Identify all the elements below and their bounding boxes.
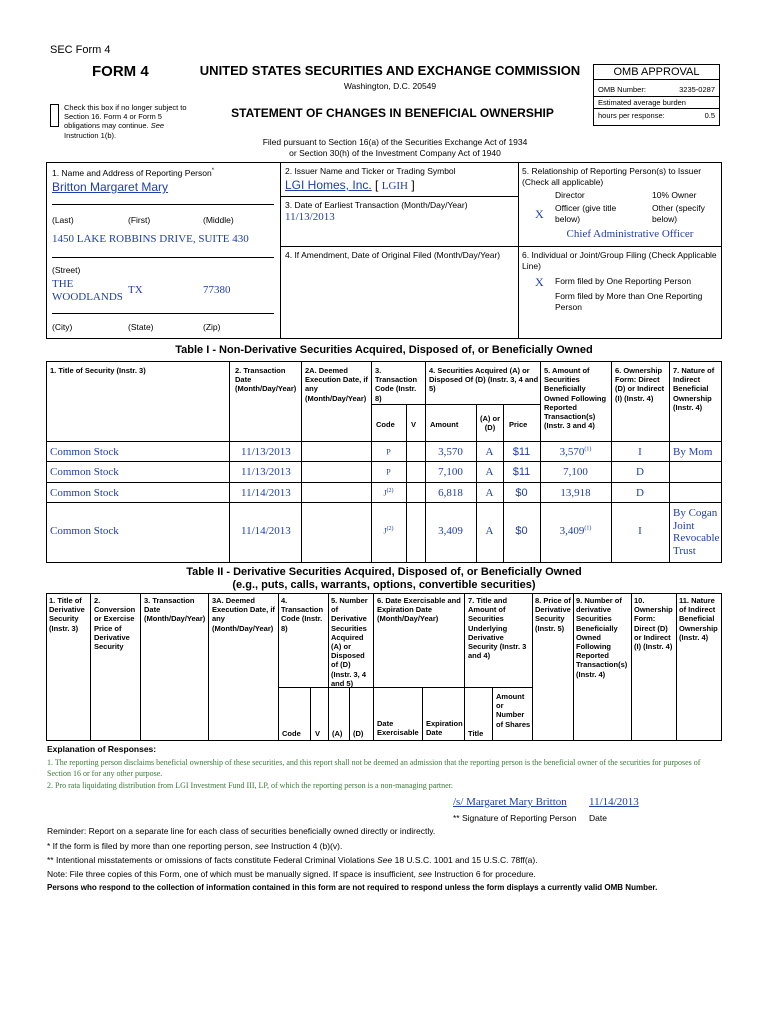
zip-label: (Zip) xyxy=(203,322,221,332)
amount: 7,100 xyxy=(438,466,463,478)
t1-h7: 7. Nature of Indirect Beneficial Ownership (Instr. 4) xyxy=(673,366,715,412)
issuer-name[interactable]: LGI Homes, Inc. xyxy=(285,178,372,192)
t2-h7: 7. Title and Amount of Securities Underlying Derivative Security (Instr. 3 and 4) xyxy=(468,596,527,661)
t2-sub-amount: Amount or Number of Shares xyxy=(496,692,531,729)
t2-h5: 5. Number of Derivative Securities Acquired (A) or Disposed of (D) (Instr. 3, 4 and 5) xyxy=(331,596,368,688)
price: $11 xyxy=(512,466,531,478)
t2-sub-v: V xyxy=(315,729,321,738)
box5-label: 5. Relationship of Reporting Person(s) to Issuer (Check all applicable) xyxy=(522,166,702,187)
box4-label: 4. If Amendment, Date of Original Filed (Month/Day/Year) xyxy=(285,250,501,260)
sec-form-label: SEC Form 4 xyxy=(50,44,111,56)
price: $11 xyxy=(512,446,531,458)
t1-h2a: 2A. Deemed Execution Date, if any (Month/Day/Year) xyxy=(305,366,368,403)
security-title: Common Stock xyxy=(50,466,119,478)
t2-h3a: 3A. Deemed Execution Date, if any (Month/Day/Year) xyxy=(212,596,275,633)
acquired-disposed: A xyxy=(485,446,494,458)
t2-h1: 1. Title of Derivative Security (Instr. 3) xyxy=(49,596,85,633)
officer-checkmark: X xyxy=(535,207,544,221)
omb-hours-label: hours per response: xyxy=(598,111,665,120)
explanation-heading: Explanation of Responses: xyxy=(47,744,157,754)
filed-line-1: Filed pursuant to Section 16(a) of the Securities Exchange Act of 1934 xyxy=(262,137,528,147)
ownership-form: D xyxy=(636,487,644,499)
omb-notice: Persons who respond to the collection of information contained in this form are not required to respond unless the form displays a currently valid OMB Number. xyxy=(47,883,658,892)
filed-pursuant xyxy=(220,137,570,159)
omb-number-value: 3235-0287 xyxy=(679,85,715,94)
price: $0 xyxy=(515,487,528,499)
amount-owned: 3,409$^{(1)}$ xyxy=(559,525,592,537)
t2-h8: 8. Price of Derivative Security (Instr. 5) xyxy=(535,596,571,633)
director-label: Director xyxy=(555,190,585,200)
ownership-form: I xyxy=(638,525,642,537)
no-longer-subject-checkbox[interactable] xyxy=(50,104,59,127)
reporting-person-name[interactable]: Britton Margaret Mary xyxy=(52,180,169,194)
one-person-checkmark: X xyxy=(535,275,544,289)
ten-percent-owner-label: 10% Owner xyxy=(652,190,697,200)
t2-sub-d: (D) xyxy=(353,729,364,738)
table2-title-line2: (e.g., puts, calls, warrants, options, convertible securities) xyxy=(232,579,536,591)
t2-sub-title: Title xyxy=(468,729,484,738)
security-title: Common Stock xyxy=(50,446,119,458)
t1-h6: 6. Ownership Form: Direct (D) or Indirect (I) (Instr. 4) xyxy=(615,366,665,403)
box3-label: 3. Date of Earliest Transaction (Month/Day/Year) xyxy=(285,200,468,210)
t1-sub-amount: Amount xyxy=(430,420,459,429)
t1-h5: 5. Amount of Securities Beneficially Owned Following Reported Transaction(s) (Instr. 3 and 4) xyxy=(544,366,607,431)
amount-owned: 7,100 xyxy=(563,466,588,478)
ownership-form: I xyxy=(638,446,642,458)
security-title: Common Stock xyxy=(50,525,119,537)
commission-location: Washington, D.C. 20549 xyxy=(343,81,437,91)
box6-label: 6. Individual or Joint/Group Filing (Check Applicable Line) xyxy=(522,250,717,271)
amount-owned: 13,918 xyxy=(560,487,591,499)
city-line-1: THE xyxy=(52,278,74,290)
multiple-filer-note: * If the form is filed by more than one reporting person, see Instruction 4 (b)(v). xyxy=(47,841,343,851)
street-label: (Street) xyxy=(52,265,81,275)
table2-title xyxy=(46,566,722,592)
transaction-code: P xyxy=(386,467,391,477)
t2-h4: 4. Transaction Code (Instr. 8) xyxy=(281,596,324,633)
officer-label: Officer (give title below) xyxy=(555,203,617,224)
omb-burden-label: Estimated average burden xyxy=(598,98,686,107)
t2-h11: 11. Nature of Indirect Beneficial Ownership (Instr. 4) xyxy=(679,596,718,642)
t2-sub-code: Code xyxy=(282,729,301,738)
t2-h6: 6. Date Exercisable and Expiration Date (Month/Day/Year) xyxy=(377,596,461,624)
ticker-symbol: LGIH xyxy=(381,180,409,192)
city xyxy=(52,278,123,304)
t1-sub-price: Price xyxy=(509,420,528,429)
signature-name: /s/ Margaret Mary Britton xyxy=(453,796,567,808)
table2-title-line1: Table II - Derivative Securities Acquired, Disposed of, or Beneficially Owned xyxy=(186,566,582,578)
last-label: (Last) xyxy=(52,215,74,225)
omb-number-label: OMB Number: xyxy=(598,85,646,94)
other-label: Other (specify below) xyxy=(652,203,705,224)
footnote-1: 1. The reporting person disclaims beneficial ownership of these securities, and this report shall not be deemed an admission that the reporting person is the beneficial owner of the securities for purposes of Section 16 or for any other purpose. xyxy=(47,758,701,778)
t1-sub-aord: (A) or (D) xyxy=(480,414,500,433)
transaction-date: 11/13/2013 xyxy=(241,466,291,478)
amount: 6,818 xyxy=(438,487,463,499)
one-person-label: Form filed by One Reporting Person xyxy=(555,276,692,286)
form-title: FORM 4 xyxy=(92,63,149,80)
t2-h3: 3. Transaction Date (Month/Day/Year) xyxy=(144,596,206,624)
city-line-2: WOODLANDS xyxy=(52,291,123,303)
omb-title: OMB APPROVAL xyxy=(593,64,720,80)
transaction-code: P xyxy=(386,447,391,457)
box1-label: 1. Name and Address of Reporting Person* xyxy=(52,167,215,178)
more-person-label: Form filed by More than One Reporting Person xyxy=(555,291,703,312)
security-title: Common Stock xyxy=(50,487,119,499)
criminal-violations-note: ** Intentional misstatements or omissions of facts constitute Federal Criminal Violations See 18 U.S.C. 1001 and 15 U.S.C. 78ff(a). xyxy=(47,855,538,865)
amount: 3,409 xyxy=(438,525,463,537)
t2-h2: 2. Conversion or Exercise Price of Derivative Security xyxy=(94,596,136,652)
zip: 77380 xyxy=(203,284,231,296)
t1-sub-v: V xyxy=(411,420,417,429)
table1-title: Table I - Non-Derivative Securities Acquired, Disposed of, or Beneficially Owned xyxy=(175,344,593,356)
box2-label: 2. Issuer Name and Ticker or Trading Symbol xyxy=(285,166,456,176)
transaction-code: $J^{(2)}$ xyxy=(383,488,394,498)
amount-owned: 3,570$^{(1)}$ xyxy=(559,446,592,458)
statement-title: STATEMENT OF CHANGES IN BENEFICIAL OWNERSHIP xyxy=(231,106,554,120)
t2-h10: 10. Ownership Form: Direct (D) or Indirect (I) (Instr. 4) xyxy=(634,596,673,652)
transaction-code: $J^{(2)}$ xyxy=(383,526,394,536)
t1-h3: 3. Transaction Code (Instr. 8) xyxy=(375,366,418,403)
commission-title: UNITED STATES SECURITIES AND EXCHANGE COMMISSION xyxy=(199,63,581,78)
earliest-transaction-date: 11/13/2013 xyxy=(285,211,335,223)
file-copies-note: Note: File three copies of this Form, one of which must be manually signed. If space is insufficient, see Instruction 6 for procedure. xyxy=(47,869,536,879)
signature-date: 11/14/2013 xyxy=(589,796,639,808)
checkbox-instructions: Check this box if no longer subject to Section 16. Form 4 or Form 5 obligations may continue. See Instruction 1(b). xyxy=(64,103,187,140)
ownership-form: D xyxy=(636,466,644,478)
issuer-name-ticker: LGI Homes, Inc. [ LGIH ] xyxy=(285,178,415,192)
middle-label: (Middle) xyxy=(203,215,234,225)
nature-of-ownership: By Mom xyxy=(673,446,713,458)
city-label: (City) xyxy=(52,322,73,332)
t1-h2: 2. Transaction Date (Month/Day/Year) xyxy=(235,366,297,394)
price: $0 xyxy=(515,525,528,537)
reminder-line: Reminder: Report on a separate line for each class of securities beneficially owned directly or indirectly. xyxy=(47,826,436,836)
acquired-disposed: A xyxy=(485,525,494,537)
t2-sub-expiration: Expiration Date xyxy=(426,719,463,738)
t2-h9: 9. Number of derivative Securities Beneficially Owned Following Reported Transaction(s) (Instr. 4) xyxy=(576,596,628,679)
signature-label: ** Signature of Reporting Person xyxy=(453,813,577,823)
first-label: (First) xyxy=(128,215,151,225)
date-label: Date xyxy=(589,813,607,823)
t2-sub-date-exercisable: Date Exercisable xyxy=(377,719,419,738)
transaction-date: 11/14/2013 xyxy=(241,487,291,499)
omb-hours-value: 0.5 xyxy=(704,111,715,120)
footnote-2: 2. Pro rata liquidating distribution from LGI Investment Fund III, LP, of which the reporting person is a non-managing partner. xyxy=(47,781,453,790)
amount: 3,570 xyxy=(438,446,463,458)
state: TX xyxy=(128,284,143,296)
acquired-disposed: A xyxy=(485,487,494,499)
acquired-disposed: A xyxy=(485,466,494,478)
t1-h4: 4. Securities Acquired (A) or Disposed Of (D) (Instr. 3, 4 and 5) xyxy=(429,366,539,394)
t1-h1: 1. Title of Security (Instr. 3) xyxy=(50,366,146,375)
transaction-date: 11/13/2013 xyxy=(241,446,291,458)
officer-title: Chief Administrative Officer xyxy=(566,228,694,240)
nature-of-ownership: By Cogan Joint Revocable Trust xyxy=(673,507,720,557)
state-label: (State) xyxy=(128,322,154,332)
t2-sub-a: (A) xyxy=(332,729,343,738)
t1-sub-code: Code xyxy=(376,420,395,429)
street-address: 1450 LAKE ROBBINS DRIVE, SUITE 430 xyxy=(52,233,249,245)
filed-line-2: or Section 30(h) of the Investment Company Act of 1940 xyxy=(289,148,501,158)
transaction-date: 11/14/2013 xyxy=(241,525,291,537)
